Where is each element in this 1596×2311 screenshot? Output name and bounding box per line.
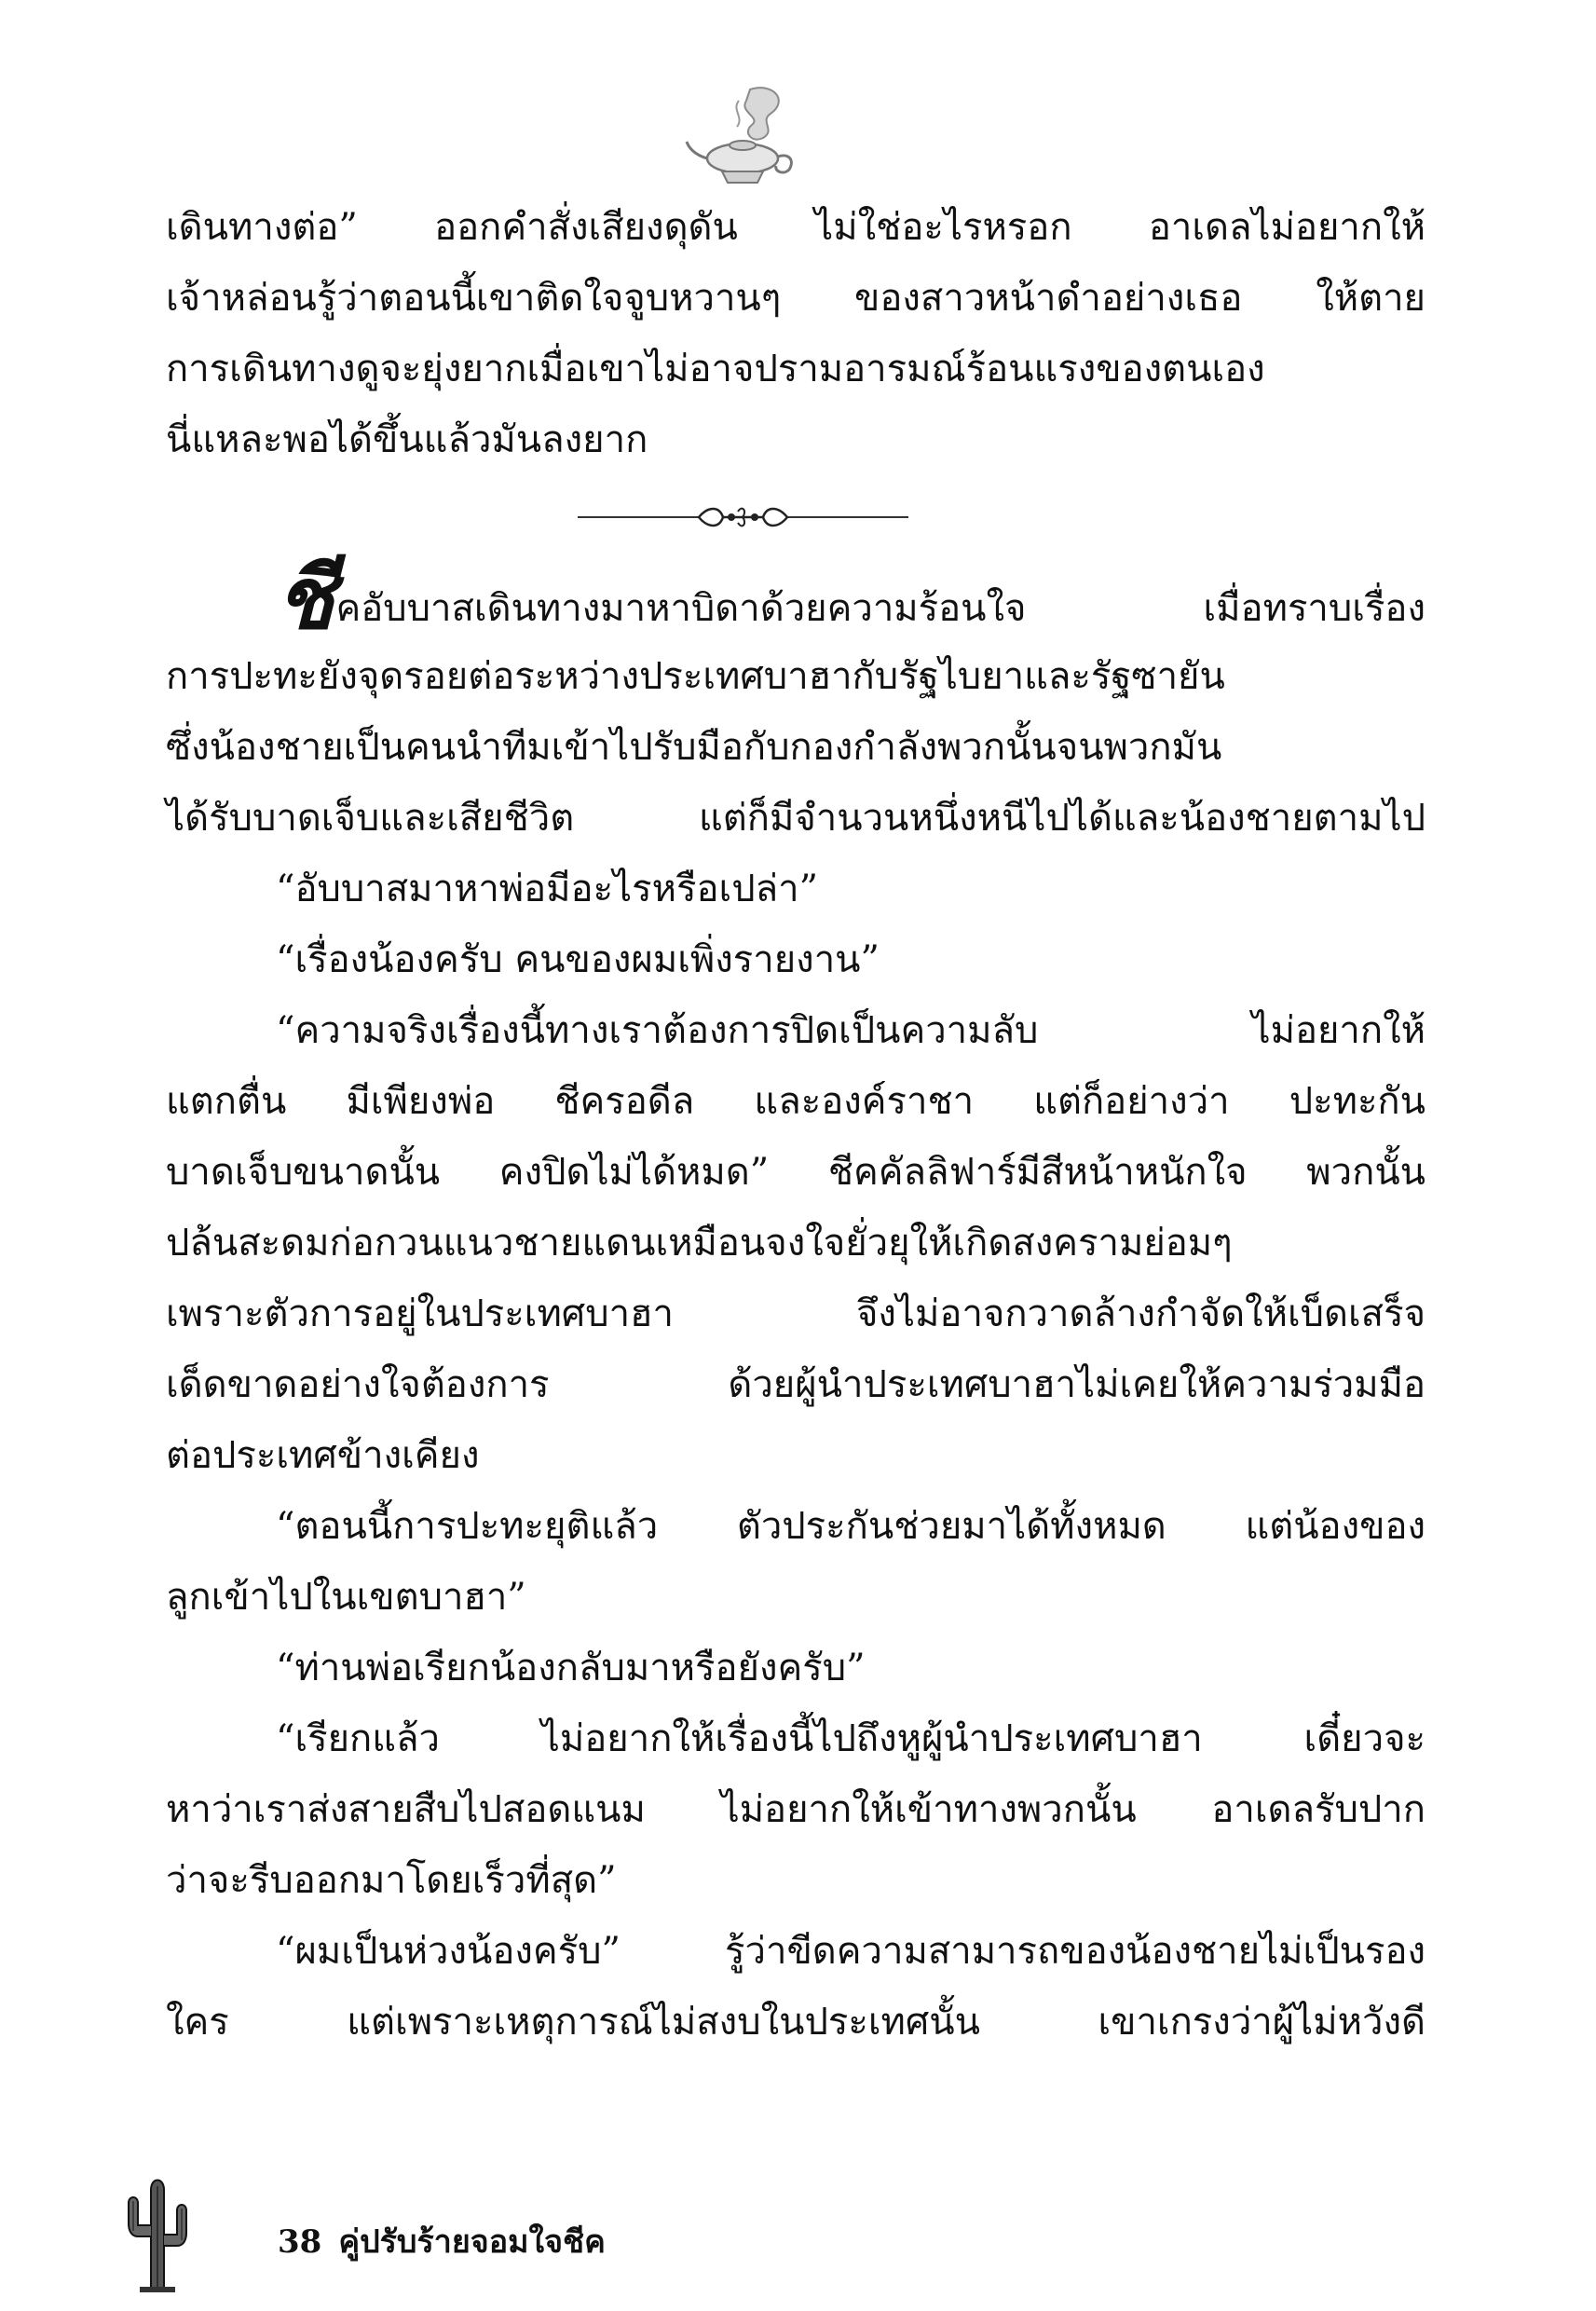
text-line: “อับบาสมาหาพ่อมีอะไรหรือเปล่า” [276, 868, 819, 910]
text-line: “เรียกแล้ว ไม่อยากให้เรื่องนี้ไปถึงหูผู้นำประเทศบาฮา เดี๋ยวจะ [276, 1717, 1425, 1760]
text-line: ซึ่งน้องชายเป็นคนนำทีมเข้าไปรับมือกับกองกำลังพวกนั้นจนพวกมัน [166, 726, 1222, 769]
text-line: ชีคอับบาสเดินทางมาหาบิดาด้วยความร้อนใจ เมื่อทราบเรื่อง [276, 548, 1425, 649]
book-title: คู่ปรับร้ายจอมใจชีค [338, 2223, 606, 2261]
text-line: นี่แหละพอได้ขึ้นแล้วมันลงยาก [166, 418, 648, 461]
text-line: เจ้าหล่อนรู้ว่าตอนนี้เขาติดใจจูบหวานๆ ของสาวหน้าดำอย่างเธอ ให้ตาย [166, 277, 1425, 320]
text-line: “เรื่องน้องครับ คนของผมเพิ่งรายงาน” [276, 938, 880, 981]
text-line: หาว่าเราส่งสายสืบไปสอดแนม ไม่อยากให้เข้าทางพวกนั้น อาเดลรับปาก [166, 1788, 1425, 1831]
text-line: ได้รับบาดเจ็บและเสียชีวิต แต่ก็มีจำนวนหนึ่งหนีไปได้และน้องชายตามไป [166, 797, 1425, 840]
text-line: ว่าจะรีบออกมาโดยเร็วที่สุด” [166, 1859, 617, 1902]
text-line: ต่อประเทศข้างเคียง [166, 1434, 480, 1477]
text-line: แตกตื่น มีเพียงพ่อ ชีครอดีล และองค์ราชา แต่ก็อย่างว่า ปะทะกัน [166, 1080, 1425, 1123]
text-line: ปล้นสะดมก่อกวนแนวชายแดนเหมือนจงใจยั่วยุให้เกิดสงครามย่อมๆ [166, 1222, 1233, 1265]
text-line: การปะทะยังจุดรอยต่อระหว่างประเทศบาฮากับรัฐไบยาและรัฐซายัน [166, 655, 1225, 698]
text-line: “ผมเป็นห่วงน้องครับ” รู้ว่าขีดความสามารถของน้องชายไม่เป็นรอง [276, 1930, 1425, 1973]
page-footer [278, 2216, 622, 2266]
text-line: เพราะตัวการอยู่ในประเทศบาฮา จึงไม่อาจกวาดล้างกำจัดให้เบ็ดเสร็จ [166, 1292, 1425, 1335]
genie-lamp-icon [685, 82, 806, 189]
top-paragraph [166, 192, 1425, 475]
text-line: เด็ดขาดอย่างใจต้องการ ด้วยผู้นำประเทศบาฮาไม่เคยให้ความร่วมมือ [166, 1363, 1425, 1406]
text-line: “ความจริงเรื่องนี้ทางเราต้องการปิดเป็นความลับ ไม่อยากให้ [276, 1009, 1425, 1052]
cactus-icon [119, 2171, 194, 2292]
text-line: เดินทางต่อ” ออกคำสั่งเสียงดุดัน ไม่ใช่อะไรหรอก อาเดลไม่อยากให้ [166, 206, 1425, 249]
scene-divider-ornament [578, 499, 908, 536]
text-line: “ตอนนี้การปะทะยุติแล้ว ตัวประกันช่วยมาได้ทั้งหมด แต่น้องของ [276, 1505, 1425, 1548]
text-line: ใคร แต่เพราะเหตุการณ์ไม่สงบในประเทศนั้น เขาเกรงว่าผู้ไม่หวังดี [166, 2001, 1425, 2044]
text-line: การเดินทางดูจะยุ่งยากเมื่อเขาไม่อาจปรามอารมณ์ร้อนแรงของตนเอง [166, 348, 1265, 390]
body-text [166, 548, 1425, 2058]
drop-cap: ชี [276, 548, 334, 649]
text-line: ลูกเข้าไปในเขตบาฮา” [166, 1576, 526, 1619]
text-line: “ท่านพ่อเรียกน้องกลับมาหรือยังครับ” [276, 1647, 866, 1689]
text-line: บาดเจ็บขนาดนั้น คงปิดไม่ได้หมด” ชีคคัลลิฟาร์มีสีหน้าหนักใจ พวกนั้น [166, 1151, 1425, 1194]
page-number: 38 [278, 2223, 322, 2261]
